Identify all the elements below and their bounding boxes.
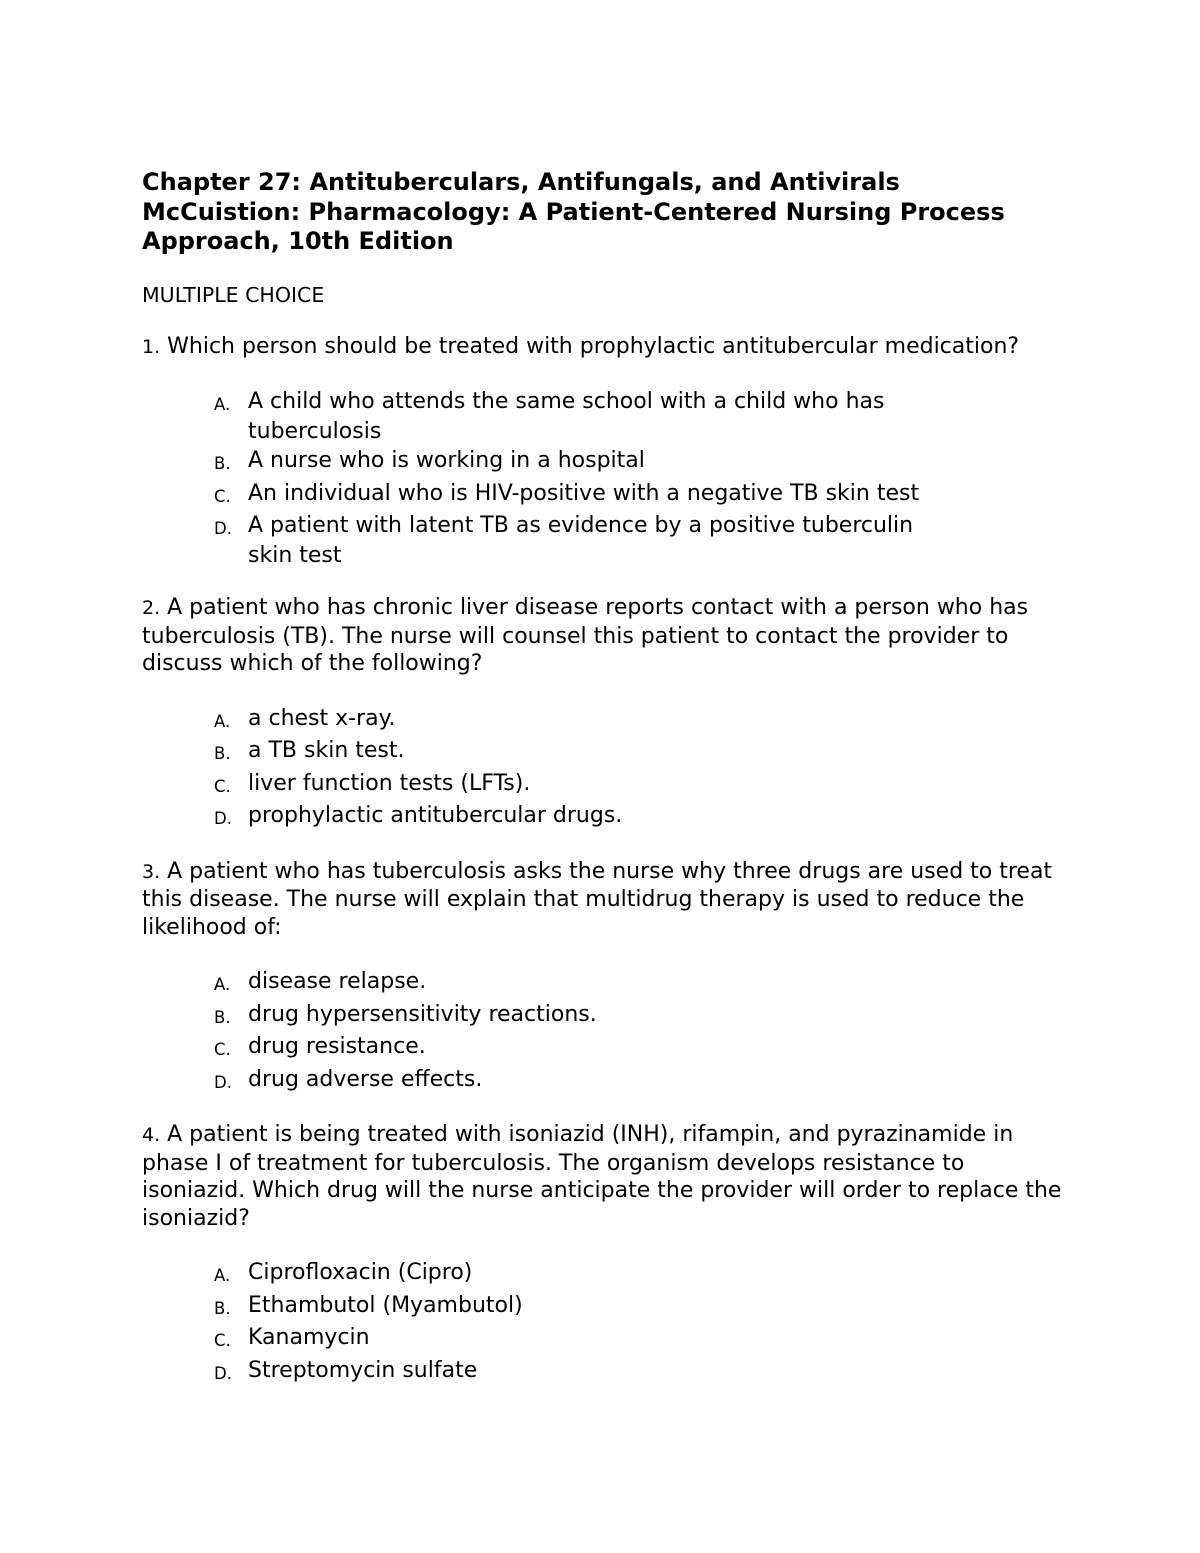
option-letter: B. [214,454,231,473]
option-letter: B. [214,744,231,763]
answer-options [142,967,1072,1097]
option-text: a TB skin test. [248,738,405,763]
title-line: Chapter 27: Antituberculars, Antifungals, and Antivirals [142,168,900,196]
option-letter: A. [214,975,231,994]
option-text: a chest x-ray. [248,705,396,731]
title-line: Approach, 10th Edition [142,227,454,255]
answer-option [142,446,1072,479]
option-text: A patient with latent TB as evidence by a positive tuberculin skin test [248,513,914,568]
option-text: drug resistance. [248,1034,426,1059]
question-3 [142,858,1072,1098]
question-prompt: Which person should be treated with prophylactic antitubercular medication? [167,333,1020,359]
question-number: 1. [142,335,161,358]
answer-options [142,387,1072,570]
answer-options [142,1258,1072,1388]
option-letter: D. [214,1363,232,1383]
option-letter: D. [214,1072,232,1092]
answer-option [142,1291,1072,1324]
option-text: Ciprofloxacin (Cipro) [248,1260,473,1285]
answer-option [142,479,1072,512]
question-2 [142,594,1072,834]
option-text: An individual who is HIV-positive with a negative TB skin test [248,480,920,506]
answer-option [142,1356,1072,1389]
option-letter: C. [214,1040,231,1059]
option-text: drug adverse effects. [248,1066,483,1092]
section-label: MULTIPLE CHOICE [142,282,325,307]
question-1 [142,333,1072,571]
option-text: Ethambutol (Myambutol) [248,1292,523,1318]
answer-option [142,1258,1072,1291]
answer-option [142,769,1072,802]
option-text: A child who attends the same school with a child who has tuberculosis [248,389,885,444]
question-number: 3. [142,860,161,883]
option-letter: A. [214,1266,231,1285]
answer-option [142,387,1072,446]
option-text: A nurse who is working in a hospital [248,448,645,473]
title-line: McCuistion: Pharmacology: A Patient-Centered Nursing Process [142,197,1005,226]
option-text: drug hypersensitivity reactions. [248,1001,597,1027]
answer-option [142,1065,1072,1098]
answer-option [142,1323,1072,1356]
question-4 [142,1121,1072,1388]
option-letter: A. [214,711,231,731]
option-letter: B. [214,1007,231,1027]
option-text: disease relapse. [248,969,427,994]
option-letter: B. [214,1298,231,1318]
question-text [142,1121,1072,1232]
question-text [142,594,1072,678]
option-letter: C. [214,776,231,796]
option-letter: C. [214,486,231,506]
answer-option [142,1032,1072,1065]
document-title [142,168,1072,257]
answer-option [142,801,1072,834]
answer-option [142,967,1072,1000]
question-prompt: A patient who has tuberculosis asks the nurse why three drugs are used to treat this disease. The nurse will explain that multidrug therapy is used to reduce the likelihood of: [142,858,1053,940]
option-text: prophylactic antitubercular drugs. [248,803,623,828]
question-prompt: A patient is being treated with isoniazid (INH), rifampin, and pyrazinamide in phase I of treatment for tuberculosis. The organism develops resistance to isoniazid. Which drug will the nurse anticipate the provider will order to replace the isoniazid? [142,1122,1062,1231]
question-text [142,858,1072,942]
answer-option [142,1000,1072,1033]
answer-options [142,704,1072,834]
option-letter: D. [214,809,232,828]
option-text: Streptomycin sulfate [248,1357,478,1383]
question-prompt: A patient who has chronic liver disease reports contact with a person who has tuberculosis (TB). The nurse will counsel this patient to contact the provider to discuss which of the following? [142,595,1029,676]
answer-option [142,704,1072,737]
question-text [142,333,1072,362]
question-number: 2. [142,597,161,619]
option-letter: D. [214,519,232,538]
option-text: liver function tests (LFTs). [248,770,531,796]
option-letter: A. [214,395,231,414]
question-number: 4. [142,1124,161,1146]
answer-option [142,736,1072,769]
document-page [142,168,1072,1388]
answer-option [142,511,1072,570]
option-text: Kanamycin [248,1325,370,1350]
option-letter: C. [214,1331,231,1350]
